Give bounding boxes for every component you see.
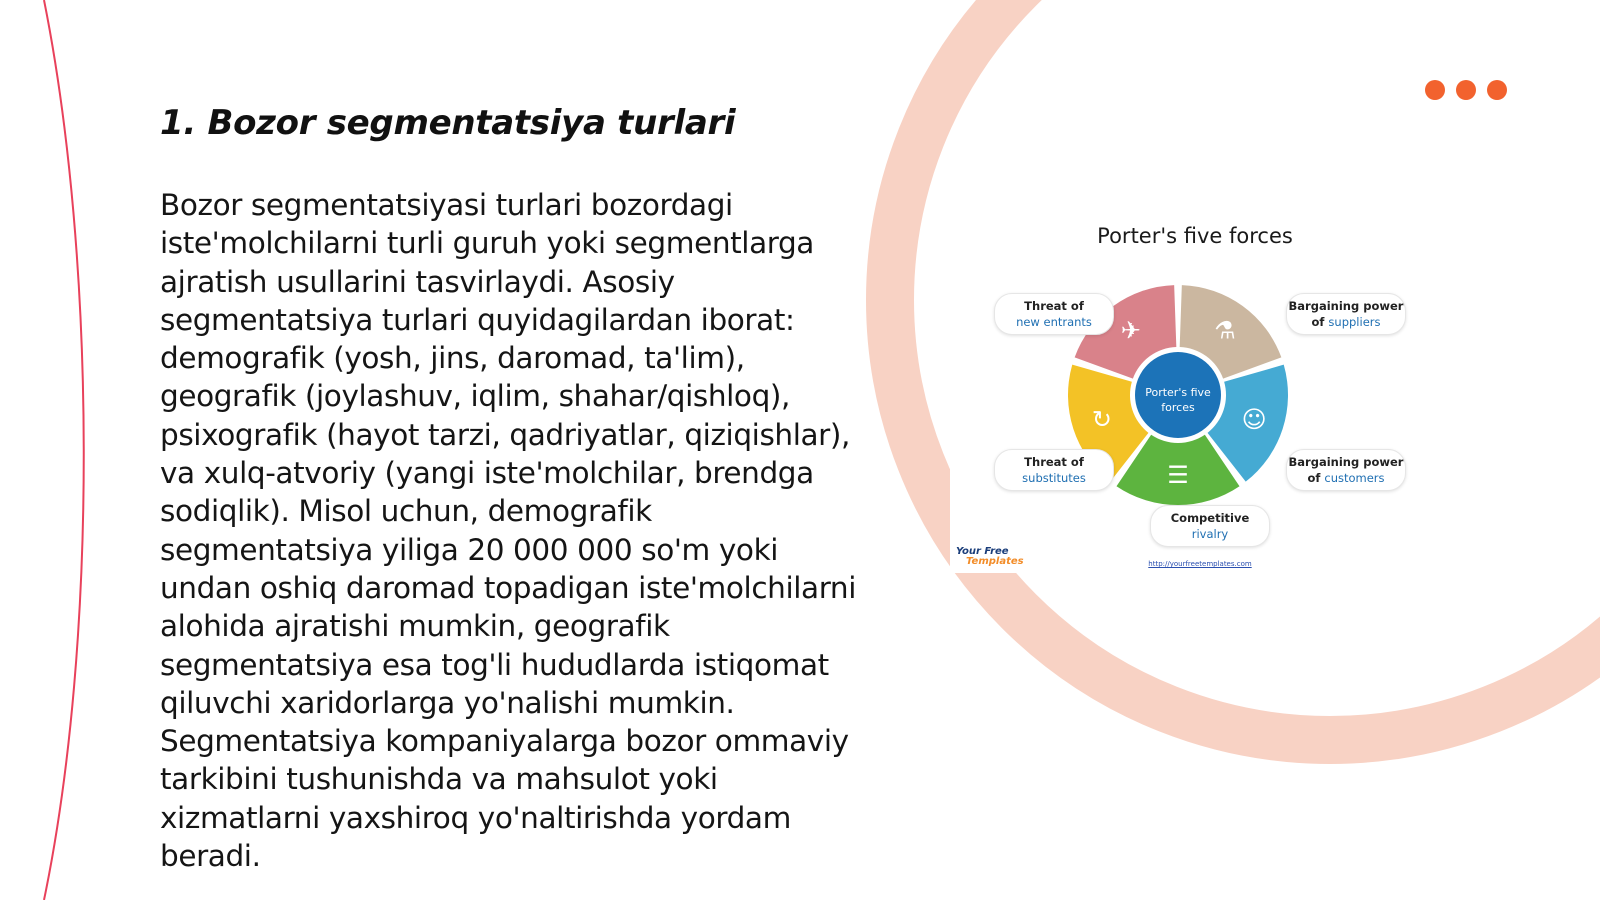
force-label-line1: Bargaining power [1288,455,1404,469]
force-label-line1: Threat of [1024,299,1084,313]
force-label-suppliers [1286,293,1406,335]
diagram-title: Porter's five forces [1097,224,1293,248]
left-accent-curve [44,0,84,900]
slide-body-text: Bozor segmentatsiyasi turlari bozordagi iste'molchilarni turli guruh yoki segmentlarga ajratish usullarini tasvirlaydi. Asosiy segmentatsiya turlari quyidagilardan iborat: demografik (yosh, jins, daromad, ta'lim), geografik (joylashuv, iqlim, shahar/qishloq), psixografik (hayot tarzi, qadriyatlar, qiziqishlar), va xulq-atvoriy (yangi iste'molchilar, brendga sodiqlik). Misol uchun, demografik segmentatsiya yiliga 20 000 000 so'm yoki undan oshiq daromad topadigan iste'molchilarni alohida ajratishi mumkin, geografik segmentatsiya esa tog'li hududlarda istiqomat qiluvchi xaridorlarga yo'nalishi mumkin. Segmentatsiya kompaniyalarga bozor ommaviy tarkibini tushunishda va mahsulot yoki xizmatlarni yaxshiroq yo'naltirishda yordam beradi. [160,188,857,874]
force-label-line1: Competitive [1170,511,1250,525]
cart-icon: ⚗ [1214,316,1236,345]
force-label-line2 [1287,470,1405,486]
slide-title: 1. Bozor segmentatsiya turlari [160,103,736,143]
force-label-keyword: customers [1324,471,1385,485]
force-label-prefix: of [1311,315,1329,329]
porter-five-forces-image [950,205,1440,573]
center-label: Porter's five forces [1145,386,1211,414]
dot [1456,80,1476,100]
force-label-substitutes [994,449,1114,491]
rocket-icon: ✈ [1120,316,1142,345]
force-label-rivalry [1150,505,1270,547]
yourfreetemplates-logo [956,547,1024,567]
force-label-keyword: suppliers [1328,315,1381,329]
force-label-line2: rivalry [1191,527,1229,541]
logo-line1: Your Free [956,546,1009,557]
list-icon: ☰ [1167,461,1189,489]
force-label-line2: new entrants [1016,315,1092,329]
force-label-line2: substitutes [1022,471,1086,485]
source-url-link[interactable]: http://yourfreetemplates.com [1148,560,1252,568]
users-icon: ☺ [1241,405,1267,434]
refresh-icon: ↻ [1091,405,1112,434]
dot [1487,80,1507,100]
force-label-new-entrants [994,293,1114,335]
force-label-line1: Bargaining power [1288,299,1404,313]
force-label-line1: Threat of [1024,455,1084,469]
force-label-prefix: of [1307,471,1325,485]
force-label-line2 [1287,314,1405,330]
window-dots [1425,80,1507,100]
force-label-customers [1286,449,1406,491]
dot [1425,80,1445,100]
logo-line2: Templates [966,556,1024,567]
